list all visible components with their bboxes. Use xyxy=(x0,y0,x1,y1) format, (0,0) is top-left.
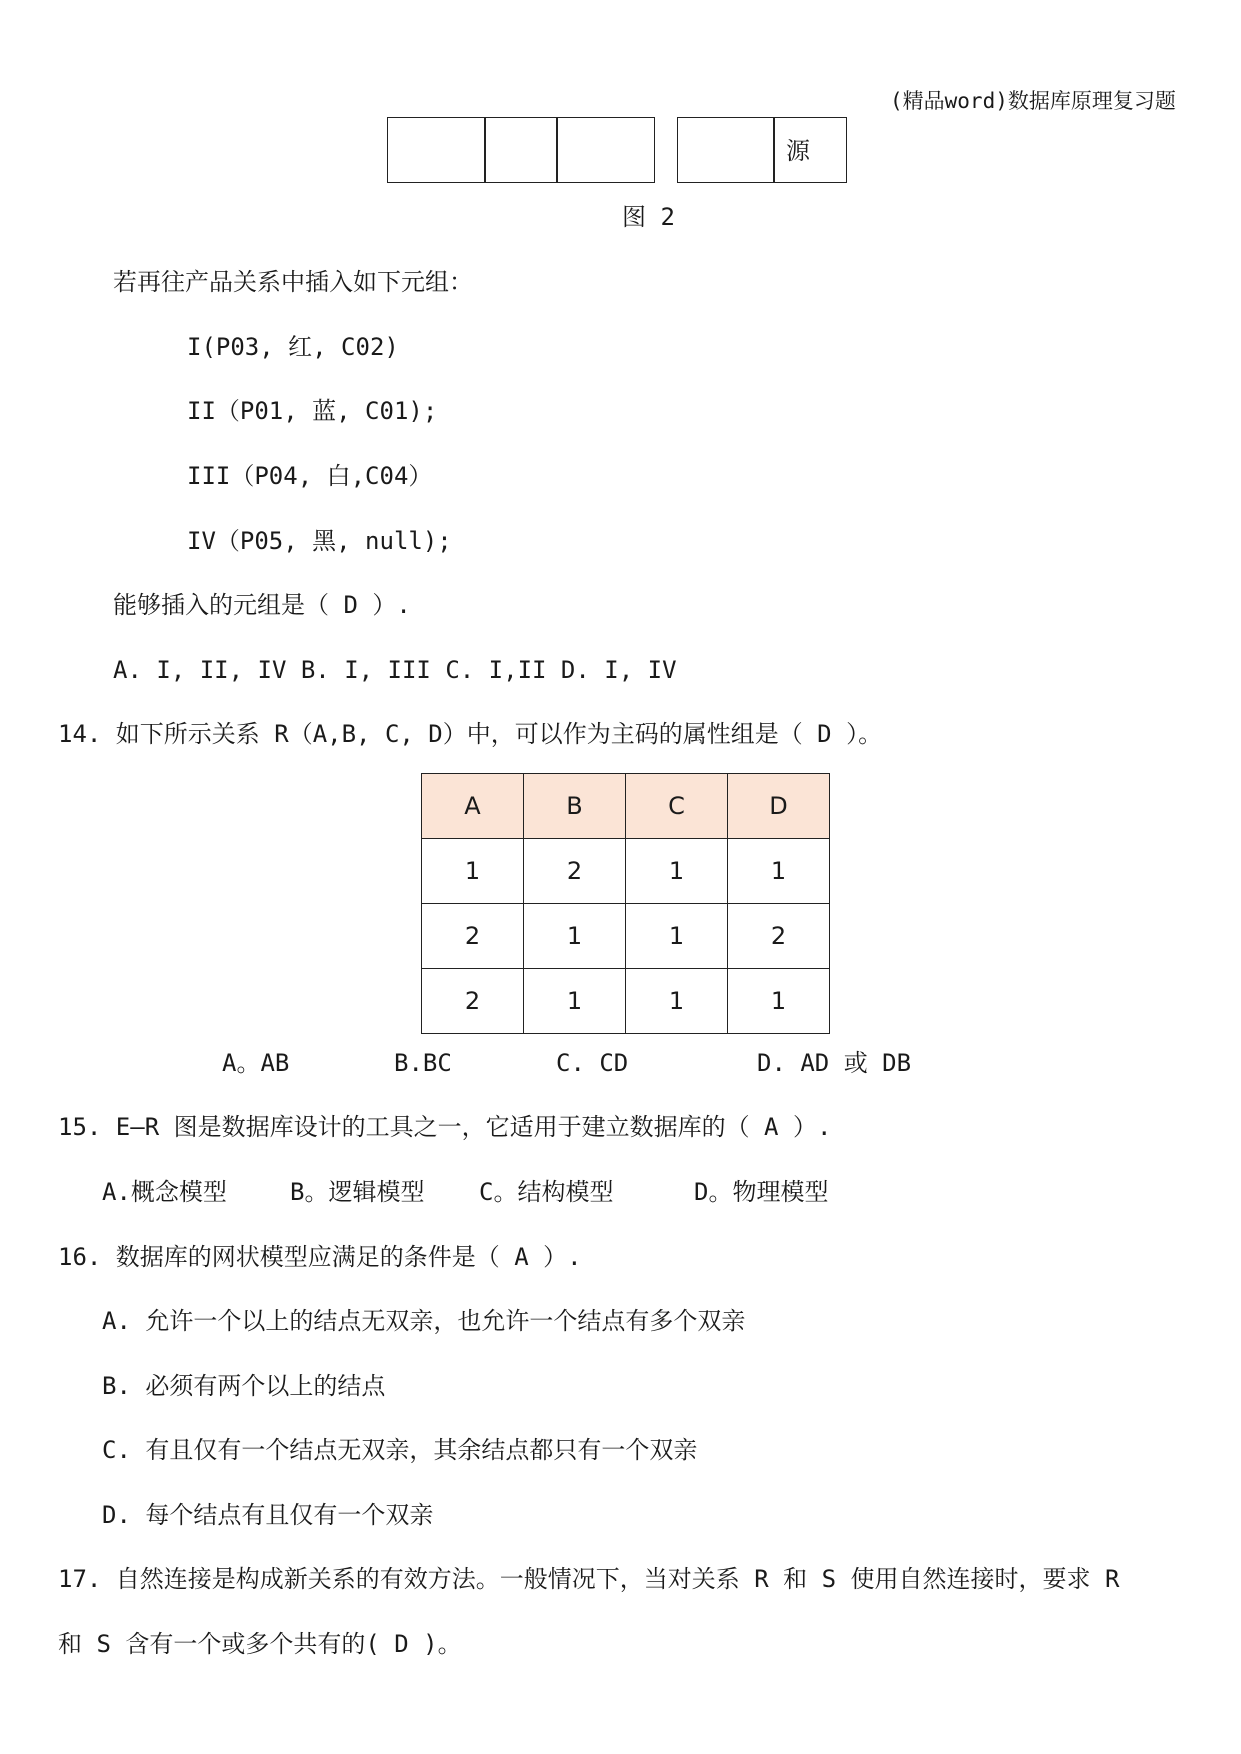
table-header-cell: C xyxy=(626,774,728,839)
q13-intro: 若再往产品关系中插入如下元组： xyxy=(113,268,473,296)
table-cell: 1 xyxy=(422,839,524,904)
q13-tuple: I(P03, 红, C02) xyxy=(187,333,399,361)
table-cell: 2 xyxy=(422,904,524,969)
figure-divider xyxy=(556,117,558,183)
q15-stem: 15. E—R 图是数据库设计的工具之一，它适用于建立数据库的（ A ）. xyxy=(58,1113,832,1141)
q15-option: A.概念模型 xyxy=(102,1178,227,1206)
q14-stem: 14. 如下所示关系 R（A,B, C, D）中，可以作为主码的属性组是（ D ）。 xyxy=(58,720,883,748)
table-row xyxy=(422,839,830,904)
q15-option: D。物理模型 xyxy=(694,1178,829,1206)
q17-line: 和 S 含有一个或多个共有的( D )。 xyxy=(58,1630,462,1658)
table-row xyxy=(422,969,830,1034)
table-cell: 1 xyxy=(524,969,626,1034)
q15-option: B。逻辑模型 xyxy=(290,1178,425,1206)
q16-option: B. 必须有两个以上的结点 xyxy=(102,1372,386,1400)
q13-question: 能够插入的元组是（ D ）. xyxy=(113,591,411,619)
q14-option: B.BC xyxy=(394,1049,452,1077)
table-cell: 1 xyxy=(524,904,626,969)
figure-box-right xyxy=(677,117,847,183)
table-cell: 1 xyxy=(728,839,830,904)
table-cell: 2 xyxy=(524,839,626,904)
table-cell: 1 xyxy=(626,969,728,1034)
q16-stem: 16. 数据库的网状模型应满足的条件是（ A ）. xyxy=(58,1243,582,1271)
table-row xyxy=(422,904,830,969)
q16-option: A. 允许一个以上的结点无双亲，也允许一个结点有多个双亲 xyxy=(102,1307,746,1335)
q13-tuple: IV（P05, 黑, null); xyxy=(187,527,452,555)
document-header: (精品word)数据库原理复习题 xyxy=(890,89,1176,113)
table-cell: 1 xyxy=(626,904,728,969)
table-cell: 2 xyxy=(422,969,524,1034)
table-cell: 1 xyxy=(728,969,830,1034)
figure-box-left xyxy=(387,117,655,183)
table-header-cell: B xyxy=(524,774,626,839)
q14-option: D. AD 或 DB xyxy=(757,1049,912,1077)
q13-options: A. I, II, IV B. I, III C. I,II D. I, IV xyxy=(113,656,677,684)
q16-option: C. 有且仅有一个结点无双亲，其余结点都只有一个双亲 xyxy=(102,1436,698,1464)
figure-divider xyxy=(773,117,775,183)
table-header-row xyxy=(422,774,830,839)
q14-option: C. CD xyxy=(556,1049,629,1077)
table-cell: 2 xyxy=(728,904,830,969)
q14-option: A。AB xyxy=(222,1049,290,1077)
figure-caption: 图 2 xyxy=(622,203,675,231)
table-header-cell: D xyxy=(728,774,830,839)
table-cell: 1 xyxy=(626,839,728,904)
figure-cell-text: 源 xyxy=(786,137,810,165)
q13-tuple: II（P01, 蓝, C01); xyxy=(187,397,438,425)
q17-line: 17. 自然连接是构成新关系的有效方法。一般情况下，当对关系 R 和 S 使用自然连接时，要求 R xyxy=(58,1565,1120,1593)
figure-divider xyxy=(484,117,486,183)
table-header-cell: A xyxy=(422,774,524,839)
q15-option: C。结构模型 xyxy=(479,1178,614,1206)
relation-r-table xyxy=(421,773,830,1034)
q13-tuple: III（P04, 白,C04） xyxy=(187,462,433,490)
q16-option: D. 每个结点有且仅有一个双亲 xyxy=(102,1501,434,1529)
